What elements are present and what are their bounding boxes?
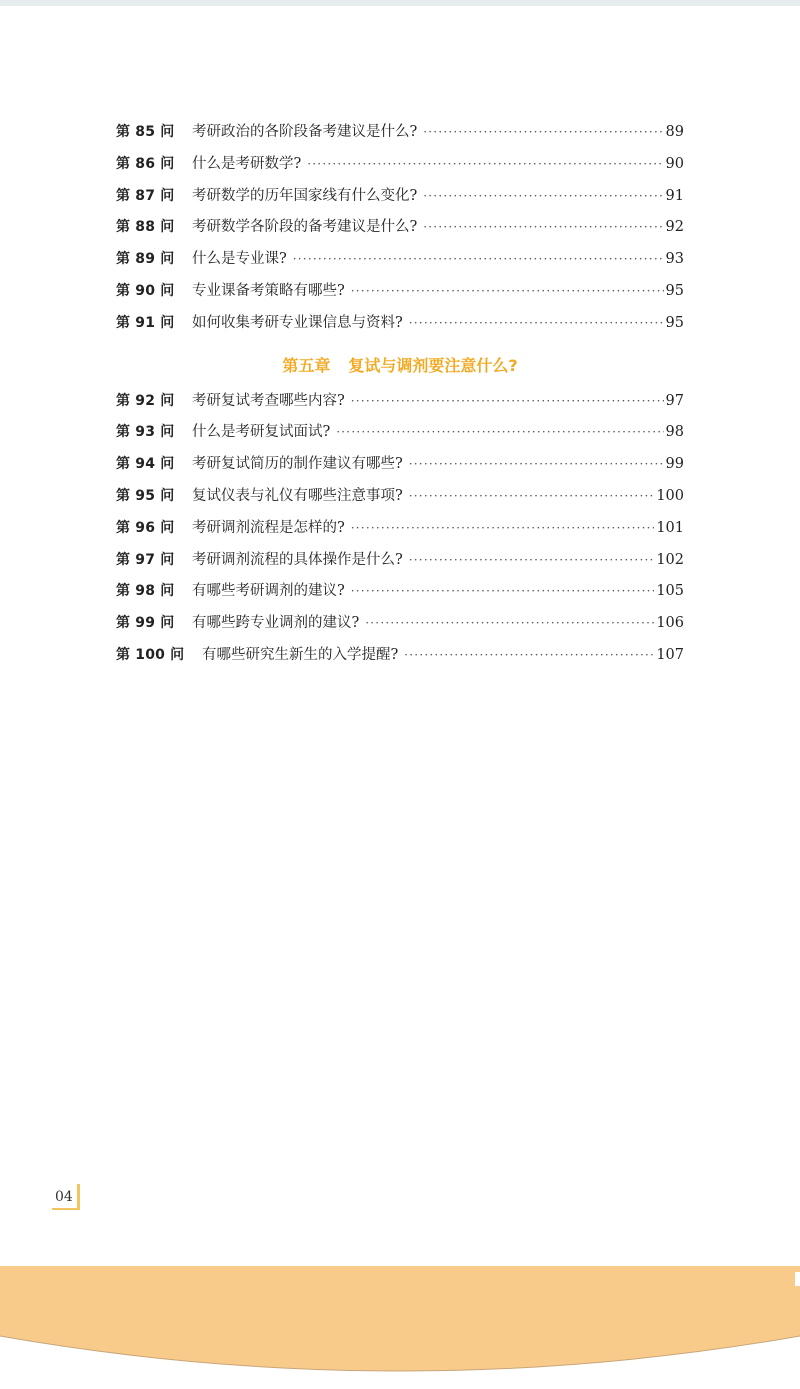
chapter-label: 第五章 (282, 356, 331, 376)
top-strip (0, 0, 800, 6)
toc-leader-dots (351, 394, 664, 408)
toc-entry-page: 95 (665, 314, 684, 331)
toc-leader-dots (293, 252, 664, 266)
toc-entry-title: 考研复试考查哪些内容? (192, 392, 345, 409)
toc-entry-title: 什么是专业课? (192, 251, 287, 268)
footer-decoration (0, 1266, 800, 1389)
toc-entry-number: 第 99 问 (116, 615, 175, 632)
toc-entry-page: 90 (665, 155, 684, 172)
toc-entry-title: 复试仪表与礼仪有哪些注意事项? (192, 487, 403, 504)
toc-leader-dots (351, 284, 664, 298)
toc-leader-dots (336, 425, 663, 439)
toc-entry[interactable] (116, 484, 684, 516)
toc-entry-page: 95 (665, 282, 684, 299)
toc-entry[interactable] (116, 643, 684, 675)
toc-entry[interactable] (116, 611, 684, 643)
toc-entry[interactable] (116, 579, 684, 611)
toc-entry-page: 107 (656, 646, 684, 663)
toc-entry-number: 第 88 问 (116, 219, 175, 236)
toc-entry-number: 第 97 问 (116, 551, 175, 568)
toc-leader-dots (351, 521, 655, 535)
toc-leader-dots (365, 616, 654, 630)
toc-entry-page: 100 (656, 487, 684, 504)
toc-leader-dots (409, 457, 664, 471)
toc-entry-title: 有哪些考研调剂的建议? (192, 583, 345, 600)
toc-entry-title: 什么是考研复试面试? (192, 424, 331, 441)
toc-entry-title: 有哪些研究生新生的入学提醒? (202, 646, 399, 663)
toc-entry-page: 106 (656, 615, 684, 632)
toc-entry-title: 考研调剂流程的具体操作是什么? (192, 551, 403, 568)
toc-leader-dots (409, 489, 655, 503)
toc-entry-number: 第 94 问 (116, 456, 175, 473)
toc-entry-title: 考研数学的历年国家线有什么变化? (192, 187, 418, 204)
toc-entry-number: 第 93 问 (116, 424, 175, 441)
toc-entry-number: 第 89 问 (116, 251, 175, 268)
toc-group-chapter-5 (116, 389, 684, 675)
page-number (52, 1184, 82, 1212)
toc-leader-dots (423, 125, 663, 139)
toc-entry-title: 考研数学各阶段的备考建议是什么? (192, 219, 418, 236)
toc-entry-page: 92 (665, 219, 684, 236)
toc-entry[interactable] (116, 184, 684, 216)
toc-entry-page: 93 (665, 251, 684, 268)
toc-entry[interactable] (116, 120, 684, 152)
toc-entry-page: 97 (665, 392, 684, 409)
toc-entry-number: 第 87 问 (116, 187, 175, 204)
toc-entry-number: 第 90 问 (116, 282, 175, 299)
toc-entry-number: 第 85 问 (116, 124, 175, 140)
toc-entry-title: 有哪些跨专业调剂的建议? (192, 615, 360, 632)
toc-entry[interactable] (116, 516, 684, 548)
toc-entry-page: 102 (656, 551, 684, 568)
toc-entry-number: 第 100 问 (116, 646, 185, 663)
toc-entry-title: 考研政治的各阶段备考建议是什么? (192, 124, 418, 140)
toc-entry-page: 89 (665, 124, 684, 140)
toc-entry-page: 99 (665, 456, 684, 473)
toc-entry-page: 101 (656, 519, 684, 536)
toc-entry-page: 105 (656, 583, 684, 600)
toc-entry-number: 第 96 问 (116, 519, 175, 536)
toc-leader-dots (307, 157, 663, 171)
chapter-heading (116, 339, 684, 391)
toc-entry-page: 98 (665, 424, 684, 441)
toc-entry[interactable] (116, 215, 684, 247)
toc-leader-dots (351, 584, 655, 598)
toc-leader-dots (409, 316, 664, 330)
toc-leader-dots (404, 648, 654, 662)
toc-entry-title: 考研调剂流程是怎样的? (192, 519, 345, 536)
toc-group-chapter-4-end (116, 120, 684, 343)
toc-entry[interactable] (116, 420, 684, 452)
toc-leader-dots (423, 220, 663, 234)
toc-entry-title: 专业课备考策略有哪些? (192, 282, 345, 299)
toc-entry-title: 考研复试简历的制作建议有哪些? (192, 456, 403, 473)
toc-entry-page: 91 (665, 187, 684, 204)
toc-entry-number: 第 86 问 (116, 155, 175, 172)
toc-entry[interactable] (116, 279, 684, 311)
toc-entry-number: 第 95 问 (116, 487, 175, 504)
toc-entry-number: 第 98 问 (116, 583, 175, 600)
toc-entry[interactable] (116, 548, 684, 580)
footer-wave (0, 1266, 800, 1389)
toc-entry-number: 第 92 问 (116, 392, 175, 409)
toc-entry-title: 什么是考研数学? (192, 155, 302, 172)
toc-entry[interactable] (116, 389, 684, 421)
page-number-text: 04 (55, 1189, 73, 1205)
toc-entry[interactable] (116, 247, 684, 279)
toc-entry[interactable] (116, 452, 684, 484)
toc-entry-title: 如何收集考研专业课信息与资料? (192, 314, 403, 331)
toc-leader-dots (409, 553, 655, 567)
toc-entry[interactable] (116, 152, 684, 184)
chapter-title: 复试与调剂要注意什么? (348, 356, 518, 376)
toc-entry-number: 第 91 问 (116, 314, 175, 331)
toc-leader-dots (423, 189, 663, 203)
table-of-contents (116, 120, 684, 675)
